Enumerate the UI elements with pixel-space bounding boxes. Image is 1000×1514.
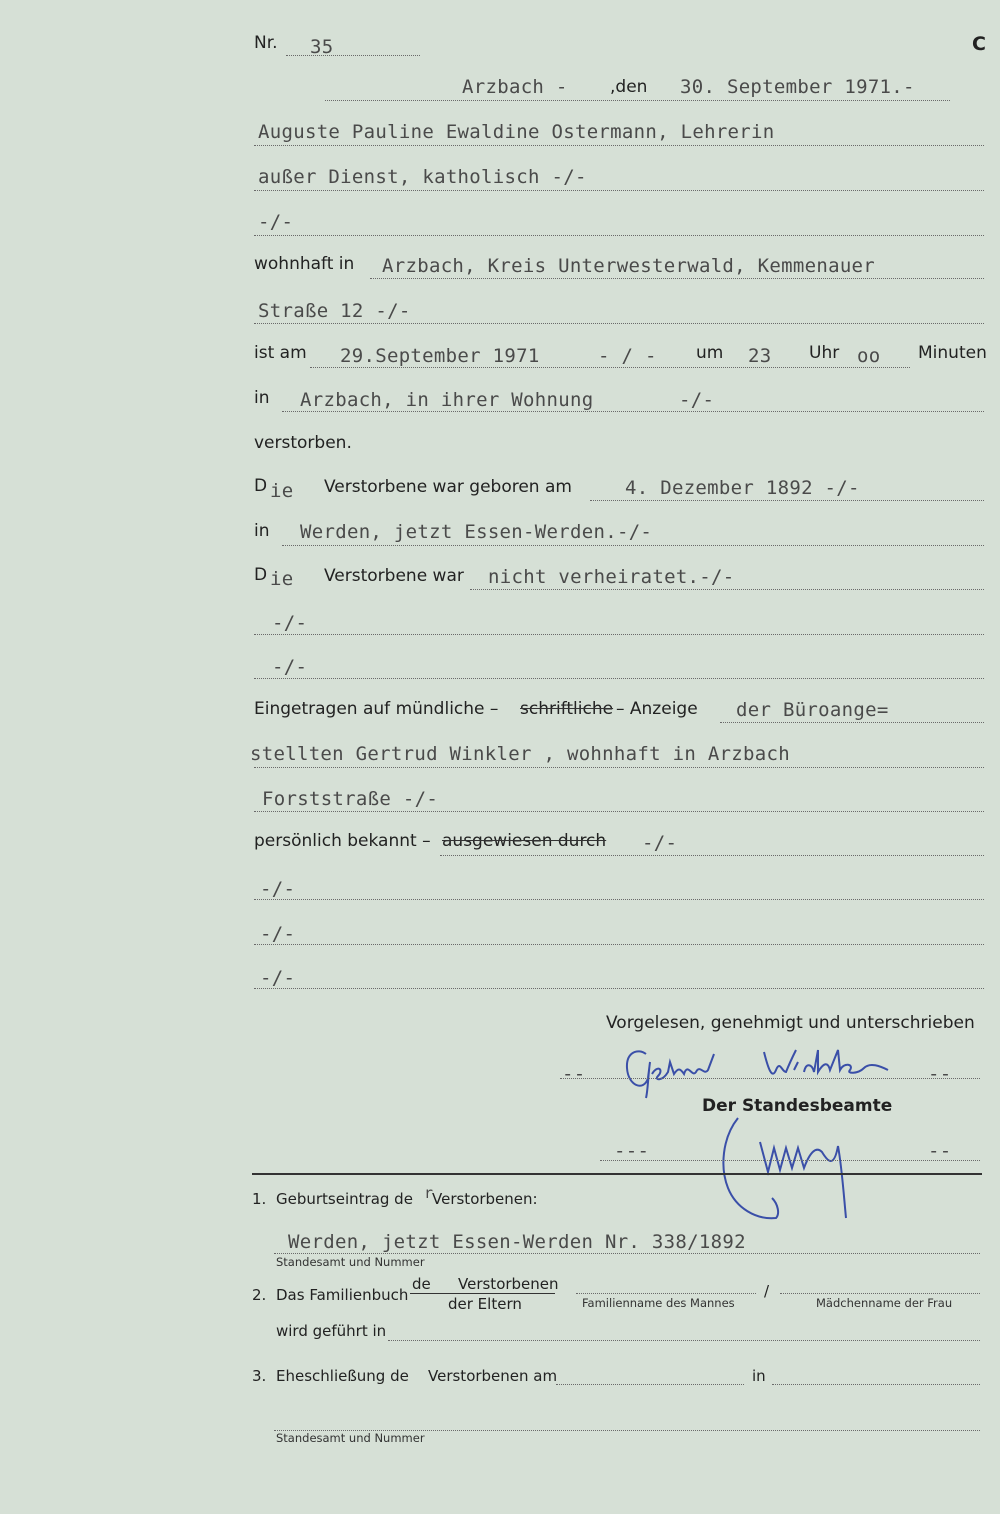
death-date: 29.September 1971 [340, 345, 540, 367]
uhr-label: Uhr [809, 343, 840, 363]
death-in-label: in [254, 388, 270, 408]
death-date-rule [310, 367, 910, 368]
marital-label: Verstorbene war [324, 566, 464, 586]
report-line-3: Forststraße -/- [262, 788, 439, 810]
birth-d-suffix: ie [270, 480, 294, 502]
marital-status: nicht verheiratet.-/- [488, 566, 735, 588]
marital-status-rule [470, 589, 984, 590]
item3-caption: Standesamt und Nummer [276, 1431, 425, 1445]
death-minutes: oo [857, 345, 881, 367]
birth-d-label: D [254, 476, 268, 496]
item2-fraction-bar [410, 1293, 555, 1294]
residence-line-2-rule [254, 323, 984, 324]
report-struck-word: schriftliche [520, 699, 614, 719]
um-label: um [696, 343, 724, 363]
person-line-2-rule [254, 190, 984, 191]
birth-place: Werden, jetzt Essen-Werden.-/- [300, 521, 653, 543]
item1-rule [274, 1253, 980, 1254]
marital-line-3-rule [254, 678, 984, 679]
residence-line-1: Arzbach, Kreis Unterwesterwald, Kemmenauer [382, 255, 876, 277]
death-place: Arzbach, in ihrer Wohnung [300, 389, 594, 411]
residence-line-2: Straße 12 -/- [258, 300, 411, 322]
read-approved-text: Vorgelesen, genehmigt und unterschrieben [606, 1013, 975, 1033]
report-blank-1-rule [254, 899, 984, 900]
item3-number: 3. [252, 1367, 267, 1385]
death-place-filler: -/- [679, 389, 715, 411]
marital-line-2-rule [254, 634, 984, 635]
person-line-3: -/- [258, 211, 294, 233]
birth-label: Verstorbene war geboren am [324, 477, 572, 497]
person-line-3-rule [254, 235, 984, 236]
marital-d-label: D [254, 565, 268, 585]
section-divider [252, 1173, 982, 1175]
report-blank-2: -/- [260, 923, 296, 945]
item2-mann-rule [576, 1293, 756, 1294]
item2-caption-mann: Familienname des Mannes [582, 1296, 735, 1310]
item2-label: Das Familienbuch [276, 1286, 409, 1304]
item2-slash: / [764, 1282, 770, 1300]
report-blank-1: -/- [260, 878, 296, 900]
date-line [325, 100, 950, 101]
item2-frac-top-de: de [412, 1275, 431, 1293]
birth-in-label: in [254, 521, 270, 541]
birth-date: 4. Dezember 1892 -/- [625, 477, 860, 499]
minuten-label: Minuten [918, 343, 987, 363]
item2-label-2: wird geführt in [276, 1322, 387, 1340]
nr-value: 35 [310, 36, 334, 58]
item2-frac-top: Verstorbenen [458, 1275, 559, 1293]
item3-date-rule [556, 1384, 744, 1385]
report-blank-2-rule [254, 944, 984, 945]
item2-number: 2. [252, 1286, 267, 1304]
page-letter: C [972, 33, 986, 55]
marital-line-2: -/- [272, 612, 308, 634]
official-dash-right: -- [928, 1140, 952, 1162]
item1-label-2: Verstorbenen: [432, 1190, 538, 1208]
marital-d-suffix: ie [270, 568, 294, 590]
residence-line-1-rule [370, 278, 984, 279]
signature-dash-right: -- [928, 1063, 952, 1085]
item3-label-2: Verstorbenen am [428, 1367, 558, 1385]
report-label-prefix: Eingetragen auf mündliche – [254, 699, 499, 719]
identity-struck: ausgewiesen durch [442, 831, 607, 851]
item1-value: Werden, jetzt Essen-Werden Nr. 338/1892 [288, 1231, 746, 1253]
report-blank-3-rule [254, 988, 984, 989]
item1-number: 1. [252, 1190, 267, 1208]
item2-caption-frau: Mädchenname der Frau [816, 1296, 953, 1310]
report-line-3-rule [254, 811, 984, 812]
person-line-2: außer Dienst, katholisch -/- [258, 166, 587, 188]
identity-label: persönlich bekannt – [254, 831, 431, 851]
ist-am-label: ist am [254, 343, 307, 363]
person-line-1-rule [254, 145, 984, 146]
official-dash-left: --- [614, 1140, 650, 1162]
report-text-1: der Büroange= [736, 699, 889, 721]
death-date-filler: - / - [598, 345, 657, 367]
place-value: Arzbach - [462, 76, 568, 98]
report-blank-3: -/- [260, 967, 296, 989]
gertrud-winkler-signature [618, 1040, 903, 1100]
wohnhaft-label: wohnhaft in [254, 254, 355, 274]
item1-label: Geburtseintrag de [276, 1190, 413, 1208]
death-hour: 23 [748, 345, 772, 367]
marital-line-3: -/- [272, 656, 308, 678]
report-text-1-rule [720, 722, 984, 723]
item2-frau-rule [780, 1293, 980, 1294]
item2-frac-bottom: der Eltern [448, 1295, 522, 1313]
birth-place-rule [282, 545, 984, 546]
date-value: 30. September 1971.- [680, 76, 915, 98]
birth-date-rule [590, 500, 984, 501]
standesbeamte-signature [710, 1108, 870, 1228]
signature-dash-left: -- [562, 1063, 586, 1085]
signature-rule [560, 1078, 980, 1079]
item3-place-rule [772, 1384, 980, 1385]
report-label-suffix: – Anzeige [616, 699, 698, 719]
item1-r: r [424, 1184, 434, 1202]
death-place-rule [282, 411, 984, 412]
report-line-2-rule [254, 767, 984, 768]
item3-in-label: in [752, 1367, 766, 1385]
verstorben-label: verstorben. [254, 433, 352, 453]
nr-label: Nr. [254, 33, 278, 53]
identity-filler: -/- [642, 832, 678, 854]
identity-rule [440, 855, 984, 856]
report-line-2: stellten Gertrud Winkler , wohnhaft in Arzbach [250, 743, 790, 765]
item1-caption: Standesamt und Nummer [276, 1255, 425, 1269]
item2-place-rule [388, 1340, 980, 1341]
den-label: ,den [610, 77, 648, 97]
nr-line [286, 55, 420, 56]
person-line-1: Auguste Pauline Ewaldine Ostermann, Lehrerin [258, 121, 775, 143]
official-rule [600, 1160, 980, 1161]
item3-label: Eheschließung de [276, 1367, 409, 1385]
official-label: Der Standesbeamte [702, 1096, 893, 1116]
